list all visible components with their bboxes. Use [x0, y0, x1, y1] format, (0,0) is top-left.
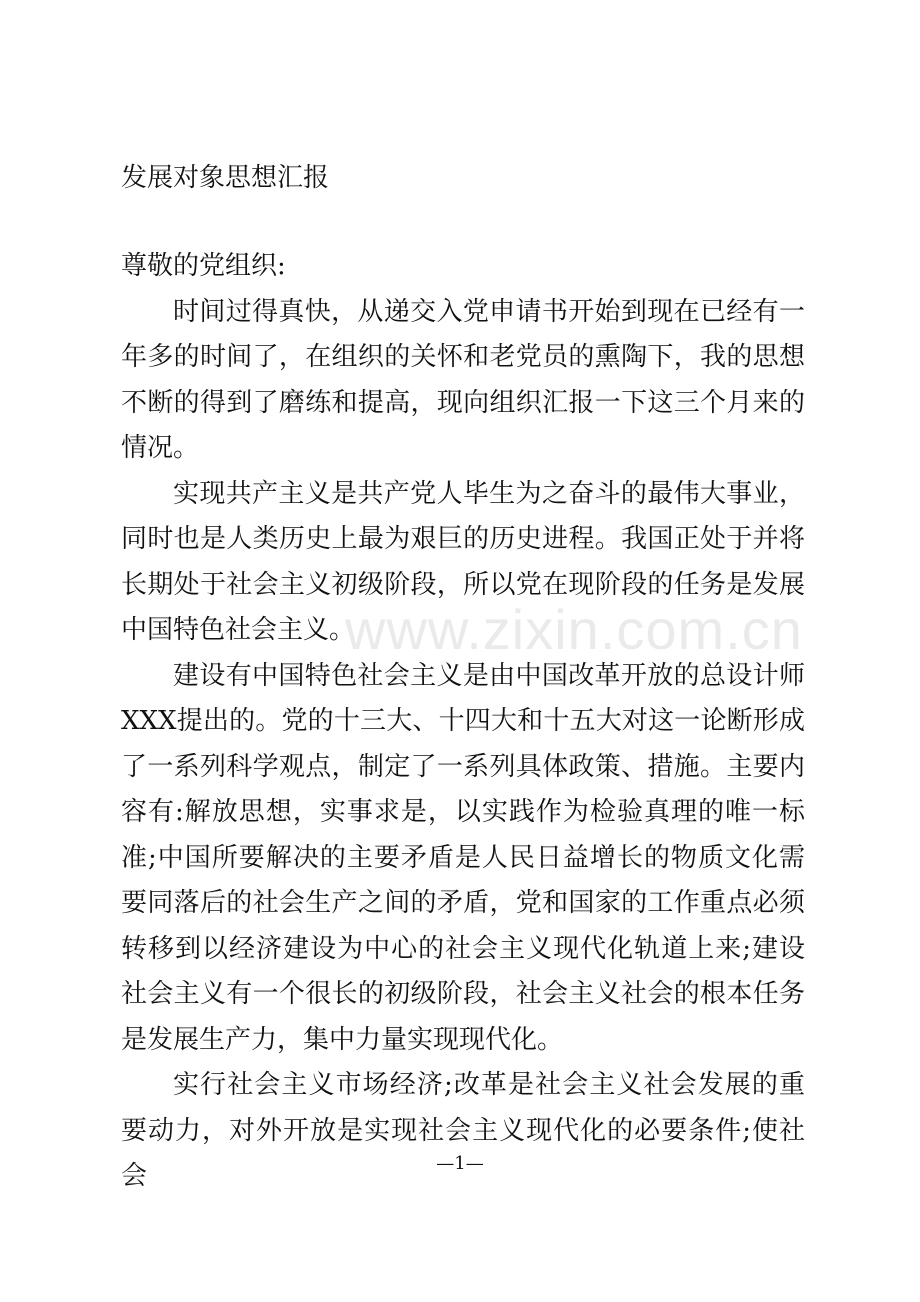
- paragraph: 时间过得真快，从递交入党申请书开始到现在已经有一年多的时间了，在组织的关怀和老党员的熏陶下，我的思想不断的得到了磨练和提高，现向组织汇报一下这三个月来的情况。: [121, 296, 805, 463]
- paragraph: 建设有中国特色社会主义是由中国改革开放的总设计师XXX提出的。党的十三大、十四大和十五大对这一论断形成了一系列科学观点，制定了一系列具体政策、措施。主要内容有:解放思想，实事求是，以实践作为检验真理的唯一标准;中国所要解决的主要矛盾是人民日益增长的物质文化需要同落后的社会生产之间的矛盾，党和国家的工作重点必须转移到以经济建设为中心的社会主义现代化轨道上来;建设社会主义有一个很长的初级阶段，社会主义社会的根本任务是发展生产力，集中力量实现现代化。: [121, 660, 805, 1055]
- document-body: [121, 244, 805, 1200]
- document-title: 发展对象思想汇报: [121, 163, 330, 193]
- paragraph: 实现共产主义是共产党人毕生为之奋斗的最伟大事业，同时也是人类历史上最为艰巨的历史进程。我国正处于并将长期处于社会主义初级阶段，所以党在现阶段的任务是发展中国特色社会主义。: [121, 478, 805, 645]
- paragraph: 实行社会主义市场经济;改革是社会主义社会发展的重要动力，对外开放是实现社会主义现代化的必要条件;使社会: [121, 1070, 805, 1191]
- page-number: —1—: [436, 1153, 484, 1174]
- salutation: 尊敬的党组织:: [121, 251, 286, 281]
- watermark: www.zixin.com.cn: [345, 598, 803, 661]
